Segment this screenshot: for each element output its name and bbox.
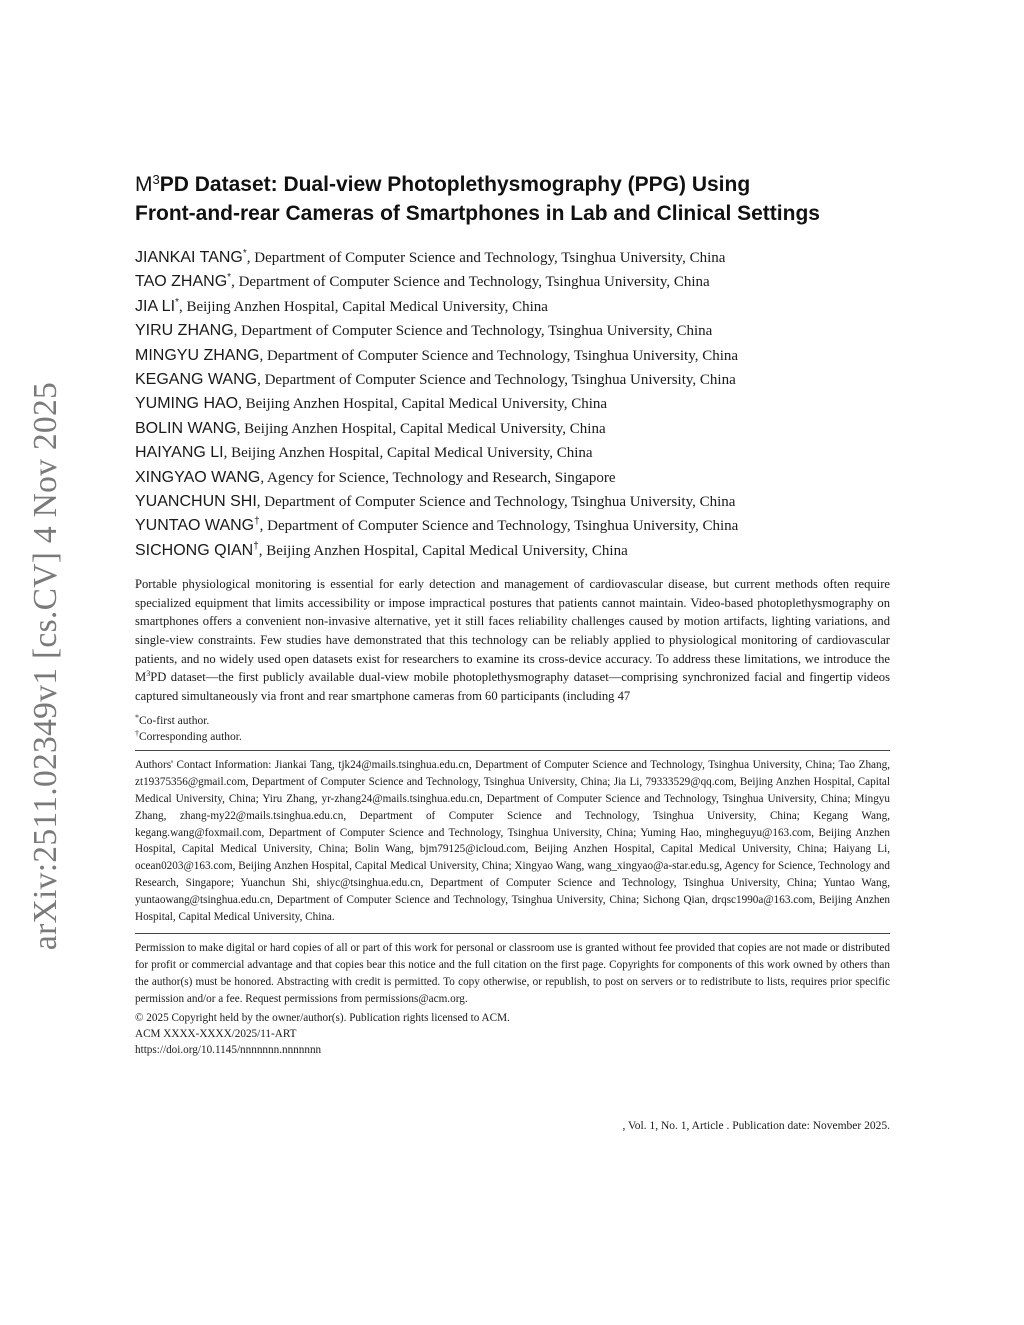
author-affiliation: , Department of Computer Science and Technology, Tsinghua University, China [256,494,736,511]
publication-meta [135,1010,890,1059]
page-footer: , Vol. 1, No. 1, Article . Publication date: November 2025. [622,1120,890,1132]
author-name: TAO ZHANG* [135,272,232,291]
author-name: MINGYU ZHANG [135,346,260,364]
author-name: YUMING HAO [135,395,239,413]
abstract-superscript: 3 [146,669,151,679]
author-name: BOLIN WANG [135,419,237,437]
author-affiliation: , Department of Computer Science and Technology, Tsinghua University, China [231,274,710,291]
author-entry [135,514,890,538]
author-entry [135,441,890,465]
copyright-line: © 2025 Copyright held by the owner/author(s). Publication rights licensed to ACM. [135,1011,510,1024]
permission-divider [135,933,890,934]
acm-reference-number: ACM XXXX-XXXX/2025/11-ART [135,1028,297,1040]
footnote-co-first: *Co-first author. [135,713,210,728]
footnote-divider [135,750,890,751]
author-list [135,246,890,563]
footnote-corresponding: †Corresponding author. [135,729,242,744]
author-affiliation: , Beijing Anzhen Hospital, Capital Medical University, China [178,298,548,315]
author-name: SICHONG QIAN† [135,540,259,559]
author-mark: * [242,248,247,259]
author-affiliation: , Department of Computer Science and Technology, Tsinghua University, China [233,323,713,340]
arxiv-identifier-text: arXiv:2511.02349v1 [cs.CV] 4 Nov 2025 [27,381,65,951]
author-entry [135,246,890,270]
author-name: XINGYAO WANG [135,468,261,486]
title-prefix-superscript: 3 [152,172,160,187]
permission-notice: Permission to make digital or hard copies of all or part of this work for personal or classroom use is granted without fee provided that copies are not made or distributed for profit or commercial advantage and that copies bear this notice and the full citation on the first page. Copyrights for components of this work owned by others than the author(s) must be honored. Abstracting with credit is permitted. To copy otherwise, or republish, to post on servers or to redistribute to lists, requires prior specific permission and/or a fee. Request permissions from permissions@acm.org. [135,942,890,1005]
author-affiliation: , Department of Computer Science and Technology, Tsinghua University, China [259,518,739,535]
paper-first-page [135,170,890,1059]
author-entry [135,270,890,294]
doi-link[interactable]: https://doi.org/10.1145/nnnnnnn.nnnnnnn [135,1044,322,1057]
abstract [135,575,890,705]
author-affiliation: , Beijing Anzhen Hospital, Capital Medical University, China [223,445,593,462]
author-entry [135,490,890,514]
arxiv-identifier-stamp [0,376,92,956]
author-name: JIA LI* [135,296,179,315]
author-affiliation: , Department of Computer Science and Technology, Tsinghua University, China [259,347,739,364]
footnotes [135,713,890,745]
author-name: YIRU ZHANG [135,322,234,340]
author-name: JIANKAI TANG* [135,248,247,266]
title-prefix-m: M [135,173,153,196]
author-affiliation: , Agency for Science, Technology and Research, Singapore [260,469,616,486]
author-affiliation: , Department of Computer Science and Technology, Tsinghua University, China [246,250,726,266]
author-name: KEGANG WANG [135,371,258,389]
author-entry [135,392,890,416]
author-mark: † [254,516,260,528]
author-entry [135,344,890,368]
abstract-text-part-2: PD dataset—the first publicly available dual-view mobile photoplethysmography dataset—comprising synchronized facial and fingertip videos captured simultaneously via front and rear smartphone cameras from 60 participants (including 47 [135,670,890,703]
author-entry [135,466,890,490]
author-name: YUNTAO WANG† [135,516,260,535]
author-name: HAIYANG LI [135,444,224,462]
author-entry [135,539,890,563]
author-affiliation: , Department of Computer Science and Technology, Tsinghua University, China [257,372,736,389]
author-mark: † [253,540,259,552]
author-entry [135,295,890,319]
author-entry [135,368,890,392]
abstract-text-part-1: Portable physiological monitoring is essential for early detection and management of cardiovascular disease, but current methods often require specialized equipment that limits accessibility or impose impractical postures that patients cannot maintain. Video-based photoplethysmography on smartphones offers a convenient non-invasive alternative, yet it still faces reliability challenges caused by motion artifacts, lighting variations, and single-view constraints. Few studies have demonstrated that this technology can be reliably applied to physiological monitoring of cardiovascular patients, and no widely used open datasets exist for researchers to examine its cross-device accuracy. To address these limitations, we introduce the M [135,577,890,685]
author-name: YUANCHUN SHI [135,493,257,511]
author-entry [135,417,890,441]
author-mark: * [227,272,232,284]
paper-title [135,170,890,228]
author-affiliation: , Beijing Anzhen Hospital, Capital Medical University, China [238,396,608,413]
author-affiliation: , Beijing Anzhen Hospital, Capital Medical University, China [258,542,628,559]
author-mark: * [175,296,179,308]
author-entry [135,319,890,343]
title-line-2: Front-and-rear Cameras of Smartphones in Lab and Clinical Settings [135,202,820,225]
authors-contact-information: Authors' Contact Information: Jiankai Tang, tjk24@mails.tsinghua.edu.cn, Department of Computer Science and Technology, Tsinghua University, China; Tao Zhang, zt19375356@gmail.com, Department of Computer Science and Technology, Tsinghua University, China; Jia Li, 79333529@qq.com, Beijing Anzhen Hospital, Capital Medical University, China; Yiru Zhang, yr-zhang24@mails.tsinghua.edu.cn, Department of Computer Science and Technology, Tsinghua University, China; Mingyu Zhang, zhang-my22@mails.tsinghua.edu.cn, Department of Computer Science and Technology, Tsinghua University, China; Kegang Wang, kegang.wang@foxmail.com, Department of Computer Science and Technology, Tsinghua University, China; Yuming Hao, mingheguyu@163.com, Beijing Anzhen Hospital, Capital Medical University, China; Bolin Wang, bjm79125@icloud.com, Beijing Anzhen Hospital, Capital Medical University, China; Haiyang Li, ocean0203@163.com, Beijing Anzhen Hospital, Capital Medical University, China; Xingyao Wang, wang_xingyao@a-star.edu.sg, Agency for Science, Technology and Research, Singapore; Yuanchun Shi, shiyc@tsinghua.edu.cn, Department of Computer Science and Technology, Tsinghua University, China; Yuntao Wang, yuntaowang@tsinghua.edu.cn, Department of Computer Science and Technology, Tsinghua University, China; Sichong Qian, drqsc1990a@163.com, Beijing Anzhen Hospital, Capital Medical University, China. [135,759,890,923]
title-line-1: PD Dataset: Dual-view Photoplethysmography (PPG) Using [159,173,751,196]
author-affiliation: , Beijing Anzhen Hospital, Capital Medical University, China [236,420,606,437]
